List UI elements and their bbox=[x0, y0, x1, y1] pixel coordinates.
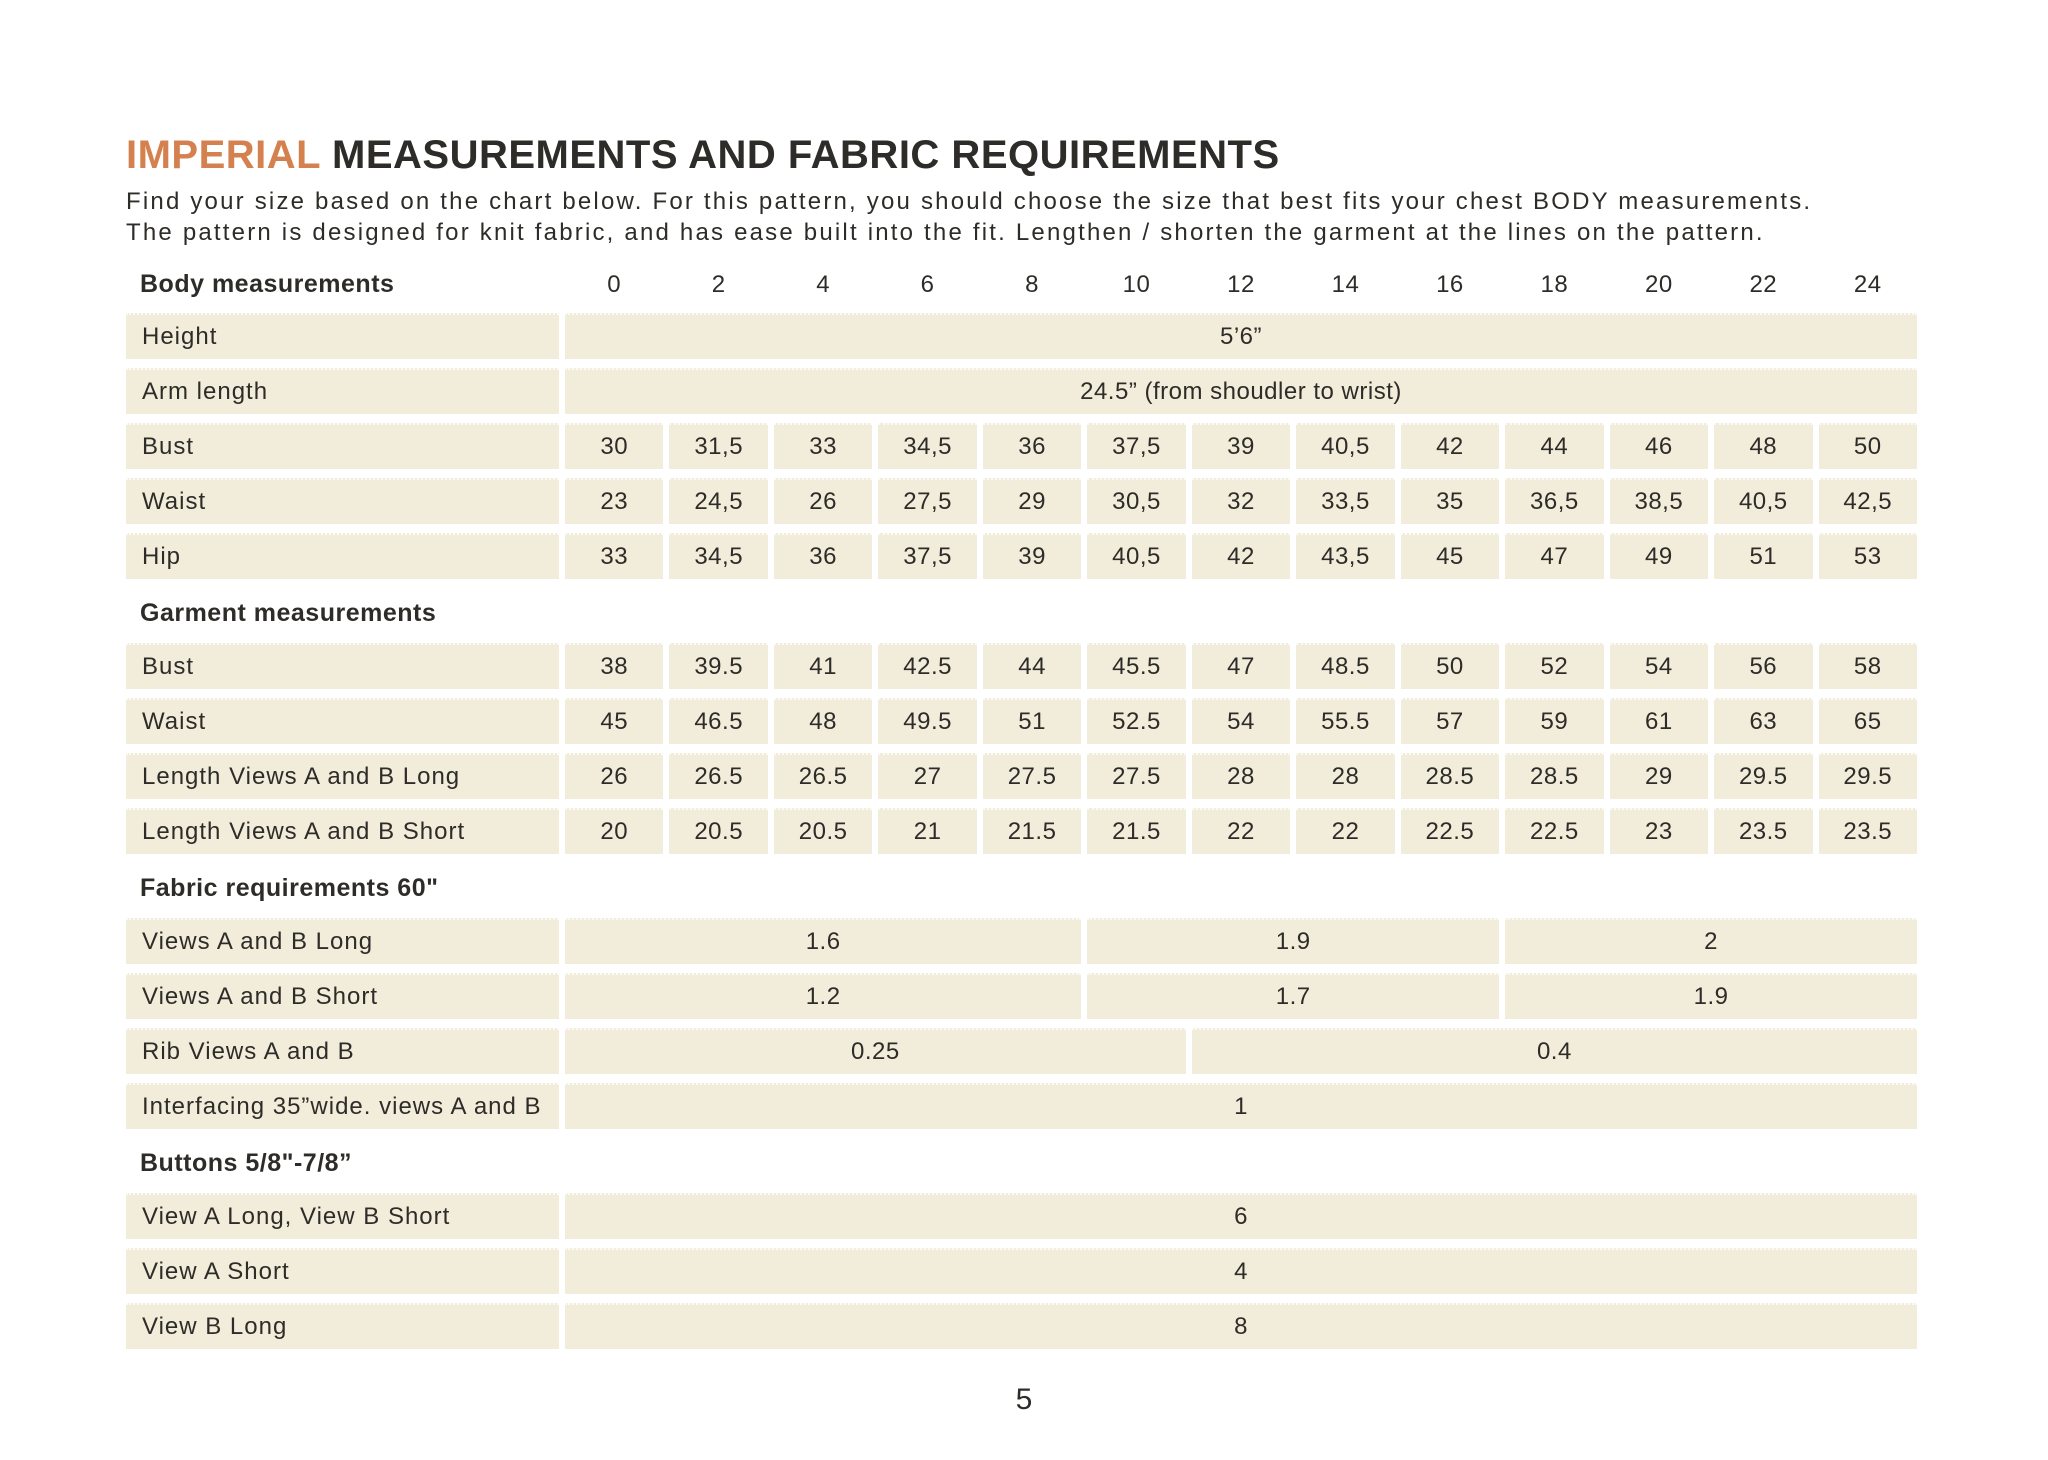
value-cell: 40,5 bbox=[1714, 478, 1812, 524]
value-cell: 23 bbox=[565, 478, 663, 524]
value-cell: 33 bbox=[774, 423, 872, 469]
value-cell: 0.25 bbox=[565, 1028, 1186, 1074]
value-cell: 22 bbox=[1192, 808, 1290, 854]
row-label: Interfacing 35”wide. views A and B bbox=[126, 1083, 559, 1129]
value-cell: 22 bbox=[1296, 808, 1394, 854]
value-cell: 29.5 bbox=[1819, 753, 1917, 799]
value-cell: 48.5 bbox=[1296, 643, 1394, 689]
value-cell: 50 bbox=[1819, 423, 1917, 469]
value-cell: 53 bbox=[1819, 533, 1917, 579]
size-column-header: 0 bbox=[607, 270, 622, 298]
value-cell: 37,5 bbox=[878, 533, 976, 579]
value-cell: 4 bbox=[565, 1248, 1917, 1294]
value-cell: 21.5 bbox=[1087, 808, 1185, 854]
value-cell: 26.5 bbox=[669, 753, 767, 799]
value-cell: 21.5 bbox=[983, 808, 1081, 854]
page-number: 5 bbox=[1015, 1383, 1033, 1416]
size-column-header: 8 bbox=[1025, 270, 1039, 298]
value-cell: 27.5 bbox=[983, 753, 1081, 799]
value-cell: 57 bbox=[1401, 698, 1499, 744]
size-column-header: 18 bbox=[1540, 270, 1569, 298]
value-cell: 1.9 bbox=[1505, 973, 1917, 1019]
value-cell: 36,5 bbox=[1505, 478, 1603, 524]
value-cell: 6 bbox=[565, 1193, 1917, 1239]
value-cell: 22.5 bbox=[1505, 808, 1603, 854]
value-cell: 29.5 bbox=[1714, 753, 1812, 799]
size-column-header: 6 bbox=[920, 270, 935, 298]
value-cell: 5’6” bbox=[565, 313, 1917, 359]
row-label: View A Short bbox=[126, 1248, 559, 1294]
value-cell: 26 bbox=[774, 478, 872, 524]
value-cell: 42,5 bbox=[1819, 478, 1917, 524]
value-cell: 41 bbox=[774, 643, 872, 689]
value-cell: 35 bbox=[1401, 478, 1499, 524]
section-heading: Buttons 5/8"-7/8” bbox=[140, 1149, 353, 1177]
value-cell: 29 bbox=[1610, 753, 1708, 799]
value-cell: 32 bbox=[1192, 478, 1290, 524]
size-table-body bbox=[126, 313, 1917, 1349]
value-cell: 27,5 bbox=[878, 478, 976, 524]
value-cell: 28.5 bbox=[1505, 753, 1603, 799]
value-cell: 20 bbox=[565, 808, 663, 854]
value-cell: 20.5 bbox=[774, 808, 872, 854]
value-cell: 56 bbox=[1714, 643, 1812, 689]
value-cell: 47 bbox=[1192, 643, 1290, 689]
value-cell: 48 bbox=[1714, 423, 1812, 469]
value-cell: 0.4 bbox=[1192, 1028, 1917, 1074]
size-column-header: 14 bbox=[1331, 270, 1360, 298]
value-cell: 38 bbox=[565, 643, 663, 689]
value-cell: 26 bbox=[565, 753, 663, 799]
value-cell: 50 bbox=[1401, 643, 1499, 689]
value-cell: 38,5 bbox=[1610, 478, 1708, 524]
value-cell: 31,5 bbox=[669, 423, 767, 469]
table-section-rows bbox=[126, 313, 1917, 579]
value-cell: 24.5” (from shoudler to wrist) bbox=[565, 368, 1917, 414]
value-cell: 33,5 bbox=[1296, 478, 1394, 524]
size-column-header: 20 bbox=[1644, 270, 1673, 298]
value-cell: 36 bbox=[774, 533, 872, 579]
row-label: Bust bbox=[126, 643, 559, 689]
value-cell: 43,5 bbox=[1296, 533, 1394, 579]
value-cell: 48 bbox=[774, 698, 872, 744]
intro-line-1: Find your size based on the chart below. For this pattern, you should choose the size that best fits your chest BODY measurements. bbox=[126, 188, 1813, 215]
value-cell: 40,5 bbox=[1087, 533, 1185, 579]
table-section-rows bbox=[126, 918, 1917, 1129]
value-cell: 45.5 bbox=[1087, 643, 1185, 689]
value-cell: 28 bbox=[1296, 753, 1394, 799]
value-cell: 1.2 bbox=[565, 973, 1081, 1019]
value-cell: 27 bbox=[878, 753, 976, 799]
table-header-label: Body measurements bbox=[140, 270, 395, 298]
value-cell: 49.5 bbox=[878, 698, 976, 744]
section-heading: Fabric requirements 60" bbox=[140, 874, 439, 902]
value-cell: 54 bbox=[1192, 698, 1290, 744]
row-label: Waist bbox=[126, 478, 559, 524]
value-cell: 39 bbox=[983, 533, 1081, 579]
value-cell: 45 bbox=[565, 698, 663, 744]
value-cell: 29 bbox=[983, 478, 1081, 524]
value-cell: 28.5 bbox=[1401, 753, 1499, 799]
value-cell: 44 bbox=[1505, 423, 1603, 469]
value-cell: 52.5 bbox=[1087, 698, 1185, 744]
row-label: Rib Views A and B bbox=[126, 1028, 559, 1074]
value-cell: 40,5 bbox=[1296, 423, 1394, 469]
value-cell: 22.5 bbox=[1401, 808, 1499, 854]
table-section-rows bbox=[126, 643, 1917, 854]
value-cell: 58 bbox=[1819, 643, 1917, 689]
value-cell: 39.5 bbox=[669, 643, 767, 689]
value-cell: 23.5 bbox=[1819, 808, 1917, 854]
value-cell: 42.5 bbox=[878, 643, 976, 689]
value-cell: 45 bbox=[1401, 533, 1499, 579]
value-cell: 27.5 bbox=[1087, 753, 1185, 799]
value-cell: 28 bbox=[1192, 753, 1290, 799]
row-label: Length Views A and B Long bbox=[126, 753, 559, 799]
value-cell: 1 bbox=[565, 1083, 1917, 1129]
size-column-header: 10 bbox=[1122, 270, 1151, 298]
row-label: Height bbox=[126, 313, 559, 359]
value-cell: 34,5 bbox=[669, 533, 767, 579]
value-cell: 52 bbox=[1505, 643, 1603, 689]
value-cell: 24,5 bbox=[669, 478, 767, 524]
value-cell: 46 bbox=[1610, 423, 1708, 469]
row-label: Arm length bbox=[126, 368, 559, 414]
title-highlight: IMPERIAL bbox=[126, 133, 321, 177]
value-cell: 54 bbox=[1610, 643, 1708, 689]
size-table-header bbox=[126, 270, 1917, 299]
value-cell: 61 bbox=[1610, 698, 1708, 744]
value-cell: 59 bbox=[1505, 698, 1603, 744]
page-content bbox=[126, 134, 1917, 1349]
row-label: Views A and B Long bbox=[126, 918, 559, 964]
value-cell: 1.7 bbox=[1087, 973, 1499, 1019]
row-label: Bust bbox=[126, 423, 559, 469]
value-cell: 42 bbox=[1401, 423, 1499, 469]
value-cell: 51 bbox=[983, 698, 1081, 744]
intro-paragraph bbox=[126, 186, 1917, 248]
value-cell: 39 bbox=[1192, 423, 1290, 469]
page-title bbox=[126, 134, 1917, 176]
row-label: Length Views A and B Short bbox=[126, 808, 559, 854]
value-cell: 26.5 bbox=[774, 753, 872, 799]
value-cell: 49 bbox=[1610, 533, 1708, 579]
row-label: View B Long bbox=[126, 1303, 559, 1349]
value-cell: 34,5 bbox=[878, 423, 976, 469]
size-column-header: 12 bbox=[1227, 270, 1255, 298]
value-cell: 36 bbox=[983, 423, 1081, 469]
value-cell: 47 bbox=[1505, 533, 1603, 579]
table-section-rows bbox=[126, 1193, 1917, 1349]
size-column-header: 24 bbox=[1853, 270, 1882, 298]
value-cell: 30,5 bbox=[1087, 478, 1185, 524]
section-heading: Garment measurements bbox=[140, 599, 437, 627]
value-cell: 42 bbox=[1192, 533, 1290, 579]
value-cell: 63 bbox=[1714, 698, 1812, 744]
size-column-header: 16 bbox=[1436, 270, 1464, 298]
value-cell: 23.5 bbox=[1714, 808, 1812, 854]
value-cell: 1.6 bbox=[565, 918, 1081, 964]
size-column-header: 4 bbox=[816, 270, 831, 298]
value-cell: 2 bbox=[1505, 918, 1917, 964]
intro-line-2: The pattern is designed for knit fabric, and has ease built into the fit. Lengthen / shorten the garment at the lines on the pattern. bbox=[126, 219, 1765, 246]
value-cell: 44 bbox=[983, 643, 1081, 689]
size-table bbox=[126, 270, 1917, 1349]
value-cell: 37,5 bbox=[1087, 423, 1185, 469]
value-cell: 23 bbox=[1610, 808, 1708, 854]
value-cell: 46.5 bbox=[669, 698, 767, 744]
value-cell: 20.5 bbox=[669, 808, 767, 854]
value-cell: 33 bbox=[565, 533, 663, 579]
value-cell: 65 bbox=[1819, 698, 1917, 744]
value-cell: 21 bbox=[878, 808, 976, 854]
title-rest: MEASUREMENTS AND FABRIC REQUIREMENTS bbox=[320, 133, 1280, 177]
value-cell: 30 bbox=[565, 423, 663, 469]
value-cell: 1.9 bbox=[1087, 918, 1499, 964]
row-label: Waist bbox=[126, 698, 559, 744]
value-cell: 51 bbox=[1714, 533, 1812, 579]
row-label: Hip bbox=[126, 533, 559, 579]
size-column-header: 22 bbox=[1749, 270, 1778, 298]
value-cell: 8 bbox=[565, 1303, 1917, 1349]
row-label: Views A and B Short bbox=[126, 973, 559, 1019]
row-label: View A Long, View B Short bbox=[126, 1193, 559, 1239]
size-column-header: 2 bbox=[711, 270, 726, 298]
value-cell: 55.5 bbox=[1296, 698, 1394, 744]
